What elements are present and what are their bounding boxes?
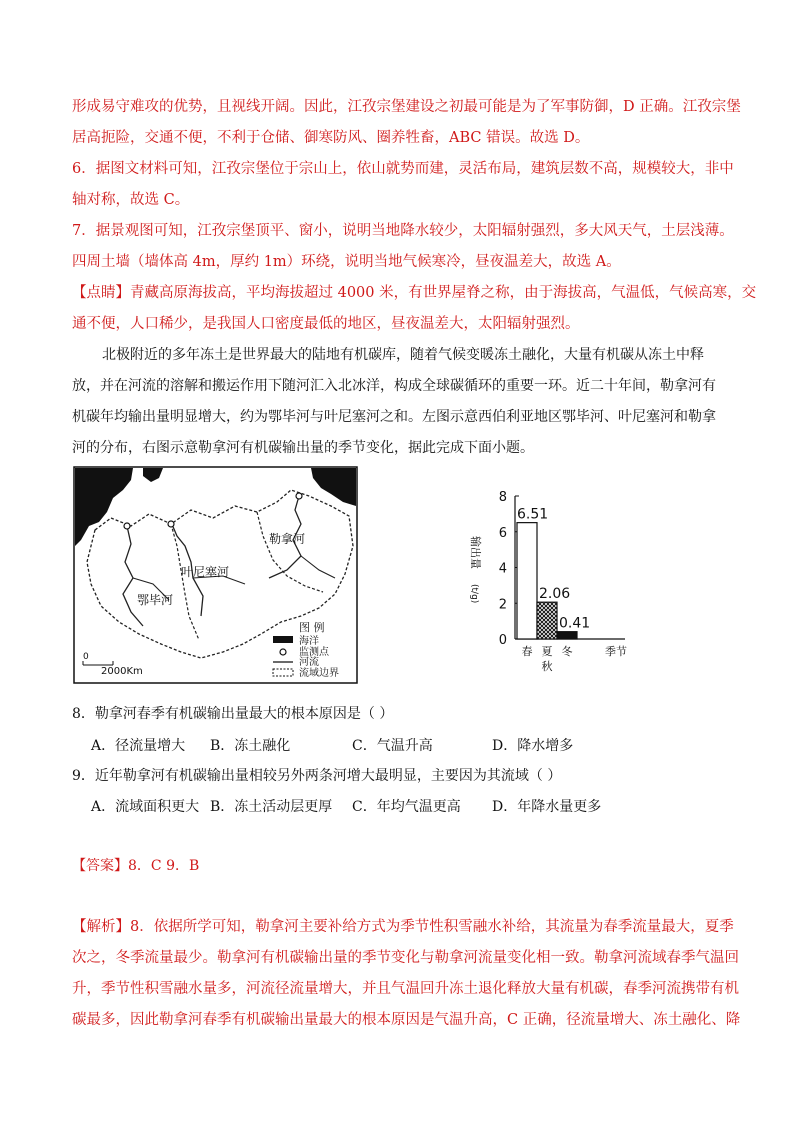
river-label-lena: 勒拿河 <box>269 532 306 546</box>
y-tick-label: 8 <box>498 490 507 505</box>
svg-text:0: 0 <box>83 652 89 662</box>
y-tick-label: 4 <box>498 561 507 577</box>
q8-option-c[interactable]: C．气温升高 <box>352 738 433 754</box>
analysis-line-3: 升，季节性积雪融水量多，河流径流量增大，并且气温回升冻土退化释放大量有机碳，春季河流携带有机 <box>72 981 739 997</box>
explanation-line-1: 形成易守难攻的优势，且视线开阔。因此，江孜宗堡建设之初最可能是为了军事防御，D 正确。江孜宗堡 <box>72 99 741 115</box>
analysis-line-2: 次之，冬季流量最少。勒拿河有机碳输出量的季节变化与勒拿河流量变化相一致。勒拿河流域春季气温回 <box>72 950 739 966</box>
passage-line-1: 北极附近的多年冻土是世界最大的陆地有机碳库，随着气候变暖冻土融化，大量有机碳从冻土中释 <box>102 347 704 363</box>
tip-line-1: 【点睛】青藏高原海拔高，平均海拔超过 4000 米，有世界屋脊之称，由于海拔高，气温低，气候高寒，交 <box>72 285 757 301</box>
bar-3 <box>557 632 577 639</box>
legend-point-label: 监测点 <box>299 647 329 658</box>
passage-line-4: 河的分布，右图示意勒拿河有机碳输出量的季节变化，据此完成下面小题。 <box>72 440 534 456</box>
lena-carbon-bar-chart <box>460 484 640 684</box>
data-label-1: 6.51 <box>517 506 549 523</box>
explanation-line-6: 四周土墙（墙体高 4m，厚约 1m）环绕，说明当地气候寒冷，昼夜温差大，故选 A。 <box>72 254 621 270</box>
legend-river-label: 河流 <box>299 657 319 668</box>
tip-line-2: 通不便，人口稀少，是我国人口密度最低的地区，昼夜温差大，太阳辐射强烈。 <box>72 316 580 332</box>
y-axis-unit: (t/g) <box>469 584 479 604</box>
explanation-line-5: 7．据景观图可知，江孜宗堡顶平、窗小，说明当地降水较少，太阳辐射强烈，多大风天气，土层浅薄。 <box>72 223 734 239</box>
x-tick-label-extra: 秋 <box>541 660 553 673</box>
legend-ocean-swatch <box>273 636 293 643</box>
x-tick-label-1: 春 <box>521 645 533 658</box>
question-9: 9．近年勒拿河有机碳输出量相较另外两条河增大最明显，主要因为其流域（ ） <box>72 768 562 784</box>
analysis-line-1: 【解析】8．依据所学可知，勒拿河主要补给方式为季节性积雪融水补给，其流量为春季流量最大，夏季 <box>72 919 734 935</box>
bar-1 <box>517 523 537 639</box>
data-label-3: 0.41 <box>559 615 591 632</box>
river-label-ob: 鄂毕河 <box>137 593 174 607</box>
explanation-line-3: 6．据图文材料可知，江孜宗堡位于宗山上，依山就势而建，灵活布局，建筑层数不高，规模较大，非中 <box>72 161 734 177</box>
bar-2 <box>537 602 557 639</box>
answer-tag: 【答案】 <box>72 858 128 874</box>
x-axis-label: 季节 <box>605 645 627 658</box>
q8-option-d[interactable]: D．降水增多 <box>492 738 574 754</box>
legend-boundary-label: 流域边界 <box>299 668 339 679</box>
q9-option-d[interactable]: D．年降水量更多 <box>492 799 602 815</box>
answer-line <box>72 856 199 876</box>
explanation-line-2: 居高扼险，交通不便，不利于仓储、御寒防风、圈养牲畜，ABC 错误。故选 D。 <box>72 130 590 146</box>
q8-option-b[interactable]: B．冻土融化 <box>210 738 291 754</box>
q9-option-c[interactable]: C．年均气温更高 <box>352 799 461 815</box>
legend-ocean-label: 海洋 <box>299 636 319 647</box>
answer-text: 8．C 9．B <box>128 858 200 874</box>
x-tick-label-2: 夏 <box>541 645 553 658</box>
map-scale-label: 2000Km <box>101 666 143 677</box>
passage-line-3: 机碳年均输出量明显增大，约为鄂毕河与叶尼塞河之和。左图示意西伯利亚地区鄂毕河、叶尼塞河和勒拿 <box>72 409 716 425</box>
data-label-2: 2.06 <box>539 586 571 603</box>
explanation-line-4: 轴对称，故选 C。 <box>72 192 190 208</box>
q9-option-b[interactable]: B．冻土活动层更厚 <box>210 799 333 815</box>
x-tick-label-3: 冬 <box>561 645 573 658</box>
analysis-line-4: 碳最多，因此勒拿河春季有机碳输出量最大的根本原因是气温升高，C 正确，径流量增大、冻土融化、降 <box>72 1012 741 1028</box>
q8-option-a[interactable]: A．径流量增大 <box>91 738 186 754</box>
legend-title: 图 例 <box>299 621 325 634</box>
y-tick-label: 6 <box>498 525 507 541</box>
q9-option-a[interactable]: A．流域面积更大 <box>91 799 200 815</box>
y-tick-label: 0 <box>498 633 507 648</box>
question-8: 8．勒拿河春季有机碳输出量最大的根本原因是（ ） <box>72 706 394 722</box>
siberia-river-map <box>73 466 358 684</box>
y-tick-label: 2 <box>498 597 507 613</box>
passage-line-2: 放，并在河流的溶解和搬运作用下随河汇入北冰洋，构成全球碳循环的重要一环。近二十年间，勒拿河有 <box>72 378 716 394</box>
river-label-yenisei: 叶尼塞河 <box>181 565 230 579</box>
y-axis-label: 输出量 <box>469 536 482 569</box>
legend-point-symbol <box>280 649 286 655</box>
